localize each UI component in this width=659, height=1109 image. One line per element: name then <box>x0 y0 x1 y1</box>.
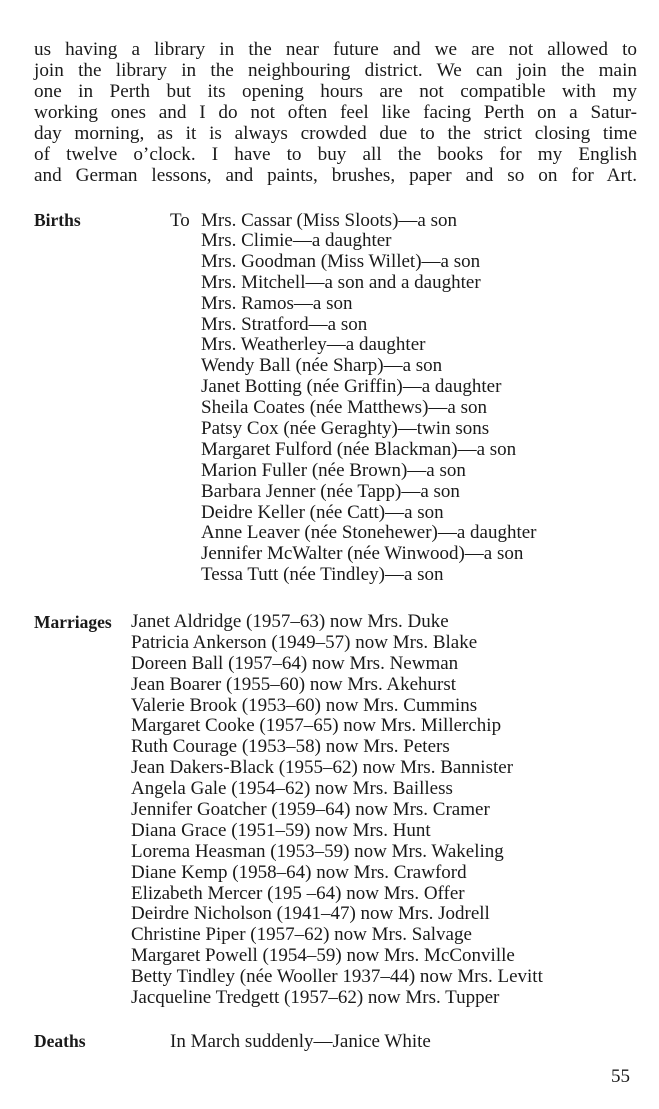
births-heading: Births <box>34 210 81 230</box>
list-item: Mrs. Weatherley—a daughter <box>201 334 426 356</box>
list-item: Janet Aldridge (1957–63) now Mrs. Duke <box>131 611 449 632</box>
list-item: Jennifer Goatcher (1959–64) now Mrs. Cramer <box>131 799 490 821</box>
marriages-list <box>131 612 543 1009</box>
births-list <box>201 231 537 586</box>
list-item: Sheila Coates (née Matthews)—a son <box>201 397 487 419</box>
list-item: Mrs. Ramos—a son <box>201 292 353 314</box>
list-item: Jacqueline Tredgett (1957–62) now Mrs. Tupper <box>131 987 500 1009</box>
list-item: Tessa Tutt (née Tindley)—a son <box>201 564 444 586</box>
list-item: Deirdre Nicholson (1941–47) now Mrs. Jodrell <box>131 903 490 925</box>
list-item: Wendy Ball (née Sharp)—a son <box>201 355 443 377</box>
list-item: Margaret Fulford (née Blackman)—a son <box>201 438 517 460</box>
list-item: Margaret Powell (1954–59) now Mrs. McConville <box>131 945 515 967</box>
list-item: Diana Grace (1951–59) now Mrs. Hunt <box>131 819 431 841</box>
list-item: Mrs. Climie—a daughter <box>201 230 392 251</box>
page-number: 55 <box>611 1066 630 1087</box>
list-item: Jean Dakers-Black (1955–62) now Mrs. Bannister <box>131 757 514 779</box>
list-item: Doreen Ball (1957–64) now Mrs. Newman <box>131 652 459 674</box>
list-item: Patsy Cox (née Geraghty)—twin sons <box>201 418 490 440</box>
list-item: Janet Botting (née Griffin)—a daughter <box>201 376 502 398</box>
deaths-entry: In March suddenly—Janice White <box>170 1031 431 1052</box>
list-item: Anne Leaver (née Stonehewer)—a daughter <box>201 522 537 544</box>
list-item: Diane Kemp (1958–64) now Mrs. Crawford <box>131 861 467 883</box>
intro-line: one in Perth but its opening hours are not compatible with my <box>34 81 637 102</box>
intro-line: day morning, as it is always crowded due to the strict closing time <box>34 123 637 144</box>
list-item: Mrs. Mitchell—a son and a daughter <box>201 271 481 293</box>
list-item: Mrs. Stratford—a son <box>201 313 368 335</box>
list-item: Patricia Ankerson (1949–57) now Mrs. Blake <box>131 631 478 653</box>
list-item: Lorema Heasman (1953–59) now Mrs. Wakeling <box>131 840 504 862</box>
list-item: Christine Piper (1957–62) now Mrs. Salvage <box>131 924 472 946</box>
marriages-heading: Marriages <box>34 612 112 632</box>
list-item: Jean Boarer (1955–60) now Mrs. Akehurst <box>131 673 457 695</box>
list-item: Deidre Keller (née Catt)—a son <box>201 501 444 523</box>
list-item: Mrs. Cassar (Miss Sloots)—a son <box>201 210 457 231</box>
intro-line: working ones and I do not often feel like facing Perth on a Satur- <box>34 102 637 123</box>
births-first-entry <box>170 210 457 231</box>
list-item: Jennifer McWalter (née Winwood)—a son <box>201 543 524 565</box>
list-item: Elizabeth Mercer (195 –64) now Mrs. Offer <box>131 882 465 904</box>
list-item: Valerie Brook (1953–60) now Mrs. Cummins <box>131 694 478 716</box>
births-prefix: To <box>170 210 190 231</box>
intro-line: and German lessons, and paints, brushes, paper and so on for Art. <box>34 165 637 186</box>
intro-paragraph <box>34 39 637 186</box>
list-item: Marion Fuller (née Brown)—a son <box>201 459 466 481</box>
list-item: Mrs. Goodman (Miss Willet)—a son <box>201 250 481 272</box>
list-item: Margaret Cooke (1957–65) now Mrs. Millerchip <box>131 715 502 737</box>
list-item: Angela Gale (1954–62) now Mrs. Bailless <box>131 778 453 800</box>
deaths-heading: Deaths <box>34 1031 86 1051</box>
intro-line: join the library in the neighbouring district. We can join the main <box>34 60 637 81</box>
intro-line: of twelve o’clock. I have to buy all the books for my English <box>34 144 637 165</box>
list-item: Ruth Courage (1953–58) now Mrs. Peters <box>131 736 450 758</box>
list-item: Betty Tindley (née Wooller 1937–44) now Mrs. Levitt <box>131 966 543 988</box>
list-item: Barbara Jenner (née Tapp)—a son <box>201 480 460 502</box>
intro-line: us having a library in the near future and we are not allowed to <box>34 39 637 60</box>
